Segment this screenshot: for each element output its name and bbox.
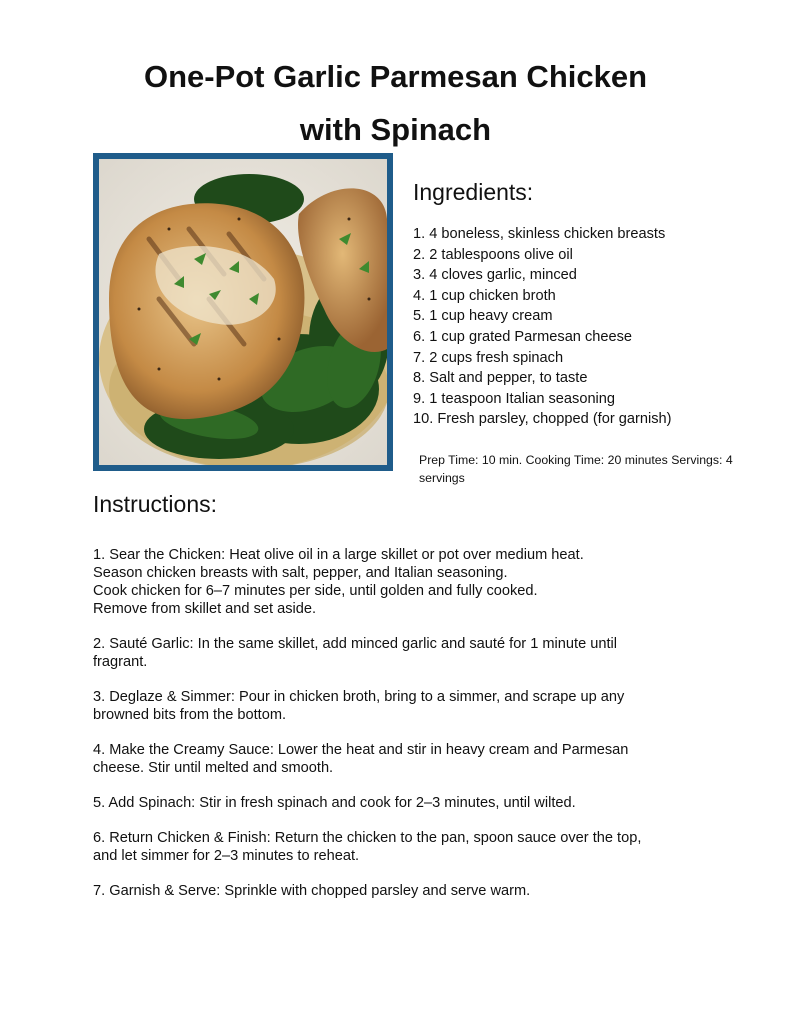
instruction-step: 4. Make the Creamy Sauce: Lower the heat and stir in heavy cream and Parmesan cheese. Stir until melted and smooth. (93, 742, 629, 776)
instructions-list (93, 546, 713, 917)
ingredient-item: 9. 1 teaspoon Italian seasoning (413, 390, 616, 407)
ingredients-heading: Ingredients: (413, 179, 534, 205)
instruction-step: 2. Sauté Garlic: In the same skillet, add minced garlic and sauté for 1 minute until fragrant. (93, 636, 618, 670)
prep-cook-servings: Prep Time: 10 min. Cooking Time: 20 minutes Servings: 4 servings (419, 453, 733, 485)
ingredient-item: 10. Fresh parsley, chopped (for garnish) (413, 411, 672, 428)
ingredients-list (413, 224, 672, 430)
instruction-step: 6. Return Chicken & Finish: Return the chicken to the pan, spoon sauce over the top, and let simmer for 2–3 minutes to reheat. (93, 830, 642, 864)
instruction-step: 5. Add Spinach: Stir in fresh spinach and cook for 2–3 minutes, until wilted. (93, 795, 576, 811)
instruction-step: 3. Deglaze & Simmer: Pour in chicken broth, bring to a simmer, and scrape up any browned bits from the bottom. (93, 689, 625, 723)
ingredient-item: 7. 2 cups fresh spinach (413, 349, 564, 366)
ingredient-item: 2. 2 tablespoons olive oil (413, 246, 573, 263)
ingredient-item: 1. 4 boneless, skinless chicken breasts (413, 226, 666, 242)
chicken-spinach-photo-icon (99, 159, 387, 465)
ingredient-item: 8. Salt and pepper, to taste (413, 370, 588, 387)
recipe-title (40, 50, 751, 156)
ingredient-item: 3. 4 cloves garlic, minced (413, 267, 577, 284)
instruction-step: 7. Garnish & Serve: Sprinkle with chopped parsley and serve warm. (93, 883, 531, 899)
instructions-heading: Instructions: (93, 491, 217, 517)
recipe-photo (93, 153, 393, 471)
instruction-step: 1. Sear the Chicken: Heat olive oil in a large skillet or pot over medium heat. Season chicken breasts with salt, pepper, and Italian seasoning. Cook chicken for 6–7 minutes per side, until golden and fully cooked. Remove from skillet and set aside. (93, 547, 584, 617)
title-line-2: with Spinach (299, 112, 492, 147)
ingredient-item: 4. 1 cup chicken broth (413, 287, 556, 304)
ingredient-item: 6. 1 cup grated Parmesan cheese (413, 328, 633, 345)
ingredient-item: 5. 1 cup heavy cream (413, 308, 553, 325)
title-line-1: One-Pot Garlic Parmesan Chicken (143, 59, 648, 94)
